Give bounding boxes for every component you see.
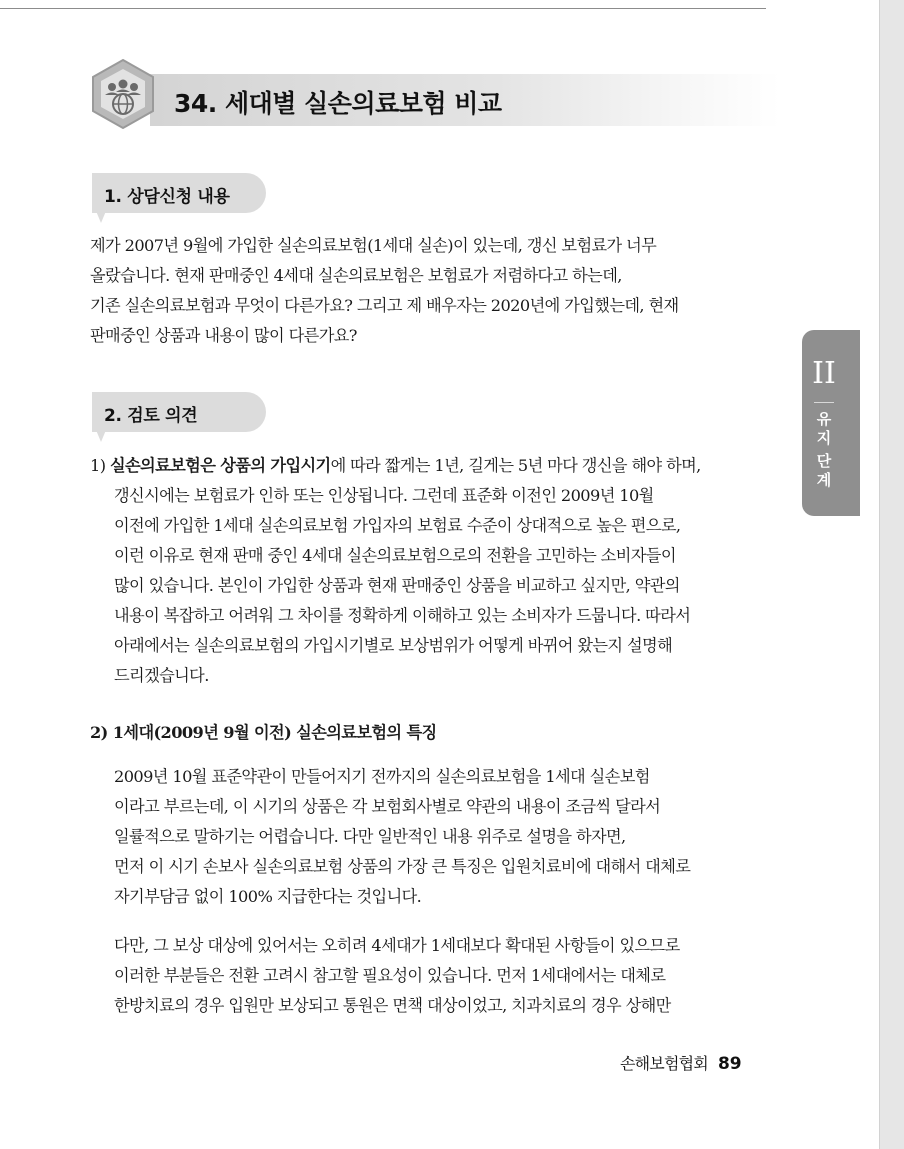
chapter-number: II — [812, 356, 836, 391]
text-line: 내용이 복잡하고 어려워 그 차이를 정확하게 이해하고 있는 소비자가 드뭅니다. 따라서 — [114, 606, 691, 625]
chapter-tab[interactable] — [802, 330, 860, 516]
text-line: 먼저 이 시기 손보사 실손의료보험 상품의 가장 큰 특징은 입원치료비에 대해서 대체로 — [114, 857, 691, 876]
section-label-text: 1. 상담신청 내용 — [104, 187, 230, 207]
text-line: 아래에서는 실손의료보험의 가입시기별로 보상범위가 어떻게 바뀌어 왔는지 설명해 — [114, 636, 673, 655]
text-line: 갱신시에는 보험료가 인하 또는 인상됩니다. 그런데 표준화 이전인 2009년 10월 — [114, 486, 654, 505]
item-number: 1) — [90, 456, 110, 475]
text-line: 이런 이유로 현재 판매 중인 4세대 실손의료보험으로의 전환을 고민하는 소비자들이 — [114, 546, 676, 565]
section-label-consult — [92, 173, 266, 213]
chapter-tab-char: 단 — [816, 452, 832, 470]
section-label-text: 2. 검토 의견 — [104, 406, 198, 426]
review-item-2-paragraph-2 — [114, 931, 680, 1021]
text-line: 2) 1세대(2009년 9월 이전) 실손의료보험의 특징 — [90, 723, 437, 742]
footer-organization: 손해보험협회 — [620, 1054, 708, 1073]
scroll-edge — [879, 0, 904, 1149]
bold-phrase: 실손의료보험은 상품의 가입시기 — [109, 456, 331, 475]
text-line: 이러한 부분들은 전환 고려시 참고할 필요성이 있습니다. 먼저 1세대에서는 대체로 — [114, 966, 666, 985]
top-rule — [0, 8, 766, 9]
text-fragment: 에 따라 짧게는 1년, 길게는 5년 마다 갱신을 해야 하며, — [330, 456, 701, 475]
review-item-1-first-line — [90, 451, 701, 481]
chapter-tab-divider — [814, 402, 834, 403]
text-line: 드리겠습니다. — [114, 666, 209, 685]
page-number: 89 — [717, 1054, 742, 1074]
hexagon-people-globe-icon — [90, 58, 156, 130]
chapter-tab-char: 유 — [816, 410, 832, 428]
text-line — [90, 451, 701, 481]
text-line: 이라고 부르는데, 이 시기의 상품은 각 보험회사별로 약관의 내용이 조금씩 달라서 — [114, 797, 661, 816]
chapter-tab-char: 계 — [816, 471, 832, 489]
page-footer — [620, 1051, 742, 1074]
text-line: 판매중인 상품과 내용이 많이 다른가요? — [90, 326, 357, 345]
chapter-tab-char: 지 — [816, 429, 832, 447]
text-line: 기존 실손의료보험과 무엇이 다른가요? 그리고 제 배우자는 2020년에 가입했는데, 현재 — [90, 296, 679, 315]
page-title: 34. 세대별 실손의료보험 비교 — [174, 89, 502, 118]
text-line: 2009년 10월 표준약관이 만들어지기 전까지의 실손의료보험을 1세대 실손보험 — [114, 767, 650, 786]
review-item-2-paragraph-1 — [114, 762, 690, 912]
text-line: 이전에 가입한 1세대 실손의료보험 가입자의 보험료 수준이 상대적으로 높은 편으로, — [114, 516, 681, 535]
text-line: 다만, 그 보상 대상에 있어서는 오히려 4세대가 1세대보다 확대된 사항들이 있으므로 — [114, 936, 680, 955]
review-item-1-body — [114, 481, 690, 691]
section-label-review — [92, 392, 266, 432]
text-line: 많이 있습니다. 본인이 가입한 상품과 현재 판매중인 상품을 비교하고 싶지만, 약관의 — [114, 576, 680, 595]
text-line: 자기부담금 없이 100% 지급한다는 것입니다. — [114, 887, 422, 906]
review-item-2-heading — [90, 718, 437, 748]
consult-paragraph — [90, 231, 679, 351]
text-line: 한방치료의 경우 입원만 보상되고 통원은 면책 대상이었고, 치과치료의 경우 상해만 — [114, 996, 671, 1015]
text-line: 제가 2007년 9월에 가입한 실손의료보험(1세대 실손)이 있는데, 갱신 보험료가 너무 — [90, 236, 657, 255]
text-line: 올랐습니다. 현재 판매중인 4세대 실손의료보험은 보험료가 저렴하다고 하는데, — [90, 266, 622, 285]
text-line: 일률적으로 말하기는 어렵습니다. 다만 일반적인 내용 위주로 설명을 하자면, — [114, 827, 626, 846]
